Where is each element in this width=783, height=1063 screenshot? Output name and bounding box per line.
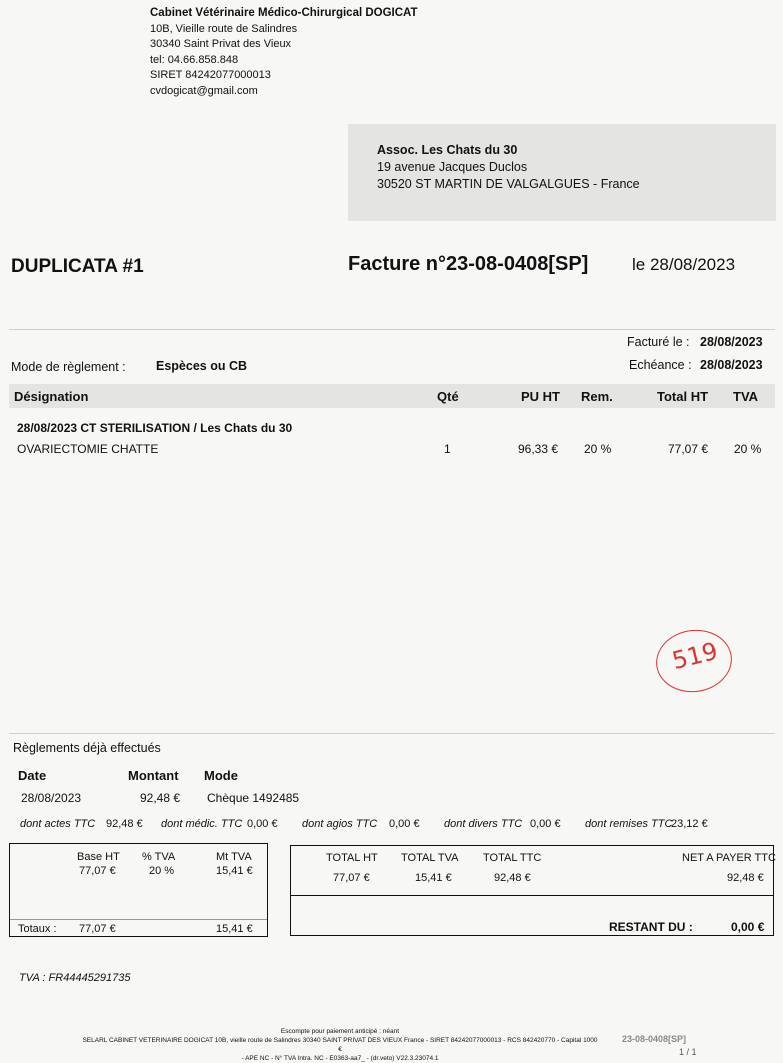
recipient-block [377, 142, 640, 193]
sender-tel: tel: 04.66.858.848 [150, 53, 239, 66]
breakdown-divers-label: dont divers TTC [444, 818, 523, 830]
payments-col-date: Date [18, 768, 47, 783]
total-ht-label: TOTAL HT [326, 852, 378, 864]
net-to-pay-label: NET A PAYER TTC [682, 852, 776, 864]
recipient-address-2: 30520 ST MARTIN DE VALGALGUES - France [377, 177, 640, 191]
sender-block [150, 6, 418, 99]
vat-totals-label: Totaux : [18, 923, 57, 935]
vat-amount-label: Mt TVA [216, 851, 252, 863]
recipient-address-1: 19 avenue Jacques Duclos [377, 160, 528, 174]
vat-totals-divider [10, 919, 267, 920]
divider [9, 329, 775, 330]
payments-title: Règlements déjà effectués [13, 741, 161, 755]
remaining-due-value: 0,00 € [731, 920, 765, 934]
sender-siret: SIRET 84242077000013 [150, 69, 271, 81]
recipient-name: Assoc. Les Chats du 30 [377, 143, 518, 157]
duplicata-label: DUPLICATA #1 [11, 256, 144, 277]
row-tva: 20 % [734, 442, 762, 456]
breakdown-agios-value: 0,00 € [389, 818, 420, 830]
payment-mode-value: Espèces ou CB [156, 359, 248, 373]
breakdown-actes-label: dont actes TTC [20, 818, 96, 830]
payment-mode: Chèque 1492485 [207, 791, 300, 805]
vat-totals-base: 77,07 € [79, 923, 116, 935]
due-date-label: Echéance : [629, 358, 692, 372]
total-ttc-value: 92,48 € [494, 872, 531, 884]
breakdown-divers-value: 0,00 € [530, 818, 561, 830]
totals-divider [291, 895, 773, 896]
sender-name: Cabinet Vétérinaire Médico-Chirurgical DOGICAT [150, 7, 418, 19]
net-to-pay-value: 92,48 € [727, 872, 764, 884]
footer-ref: 23-08-0408[SP] [622, 1034, 687, 1044]
breakdown-remises-label: dont remises TTC [585, 818, 673, 830]
total-tva-label: TOTAL TVA [401, 852, 459, 864]
vat-base-ht-value: 77,07 € [79, 865, 116, 877]
payment-mode-label: Mode de règlement : [11, 360, 126, 374]
divider [9, 733, 775, 734]
breakdown-medic-label: dont médic. TTC [161, 818, 243, 830]
sender-address-2: 30340 Saint Privat des Vieux [150, 38, 292, 50]
col-rem: Rem. [581, 389, 613, 404]
breakdown-actes-value: 92,48 € [106, 818, 143, 830]
vat-totals-tva: 15,41 € [216, 923, 253, 935]
footer-line-1: Escompte pour paiement anticipé : néant [280, 1028, 400, 1035]
invoice-date: le 28/08/2023 [632, 255, 736, 274]
due-date-value: 28/08/2023 [700, 358, 763, 372]
col-total-ht: Total HT [657, 389, 709, 404]
billed-date-value: 28/08/2023 [700, 335, 763, 349]
invoice-number: Facture n°23-08-0408[SP] [348, 253, 589, 275]
footer-legal [80, 1027, 600, 1063]
col-qty: Qté [437, 389, 459, 404]
vat-pct-label: % TVA [142, 851, 176, 863]
breakdown-agios-label: dont agios TTC [302, 818, 378, 830]
col-tva: TVA [733, 389, 759, 404]
col-pu-ht: PU HT [521, 389, 560, 404]
row-rem: 20 % [584, 442, 612, 456]
tva-number: TVA : FR44445291735 [19, 972, 131, 984]
remaining-due-label: RESTANT DU : [609, 920, 693, 934]
total-ttc-label: TOTAL TTC [483, 852, 542, 864]
row-qty: 1 [444, 442, 451, 456]
footer-line-3: - APE NC - N° TVA Intra. NC - E0363-aa7_ - (dr.veto) V22.3.23074.1 [241, 1055, 439, 1062]
sender-email: cvdogicat@gmail.com [150, 84, 258, 97]
row-total-ht: 77,07 € [668, 442, 709, 456]
vat-base-ht-label: Base HT [77, 851, 120, 863]
payment-date: 28/08/2023 [21, 791, 82, 805]
col-designation: Désignation [14, 389, 89, 404]
billed-date-label: Facturé le : [627, 335, 690, 349]
sender-address-1: 10B, Vieille route de Salindres [150, 22, 298, 35]
total-ht-value: 77,07 € [333, 872, 370, 884]
breakdown-medic-value: 0,00 € [247, 818, 278, 830]
group-title: 28/08/2023 CT STERILISATION / Les Chats du 30 [17, 421, 293, 435]
payments-col-amount: Montant [128, 768, 179, 783]
vat-pct-value: 20 % [149, 865, 175, 877]
payment-amount: 92,48 € [140, 791, 181, 805]
row-pu-ht: 96,33 € [518, 442, 559, 456]
total-tva-value: 15,41 € [415, 872, 452, 884]
handwritten-number: 519 [669, 636, 721, 676]
row-designation: OVARIECTOMIE CHATTE [17, 442, 159, 456]
footer-page-number: 1 / 1 [679, 1047, 697, 1057]
footer-line-2: SELARL CABINET VETERINAIRE DOGICAT 10B, vieille route de Salindres 30340 SAINT PRIVAT DES VIEUX France - SIRET 84242077000013 - RCS 842420770 - Capital 1000 € [82, 1037, 598, 1053]
breakdown-remises-value: 23,12 € [671, 818, 708, 830]
payments-col-mode: Mode [204, 768, 238, 783]
vat-amount-value: 15,41 € [216, 865, 253, 877]
